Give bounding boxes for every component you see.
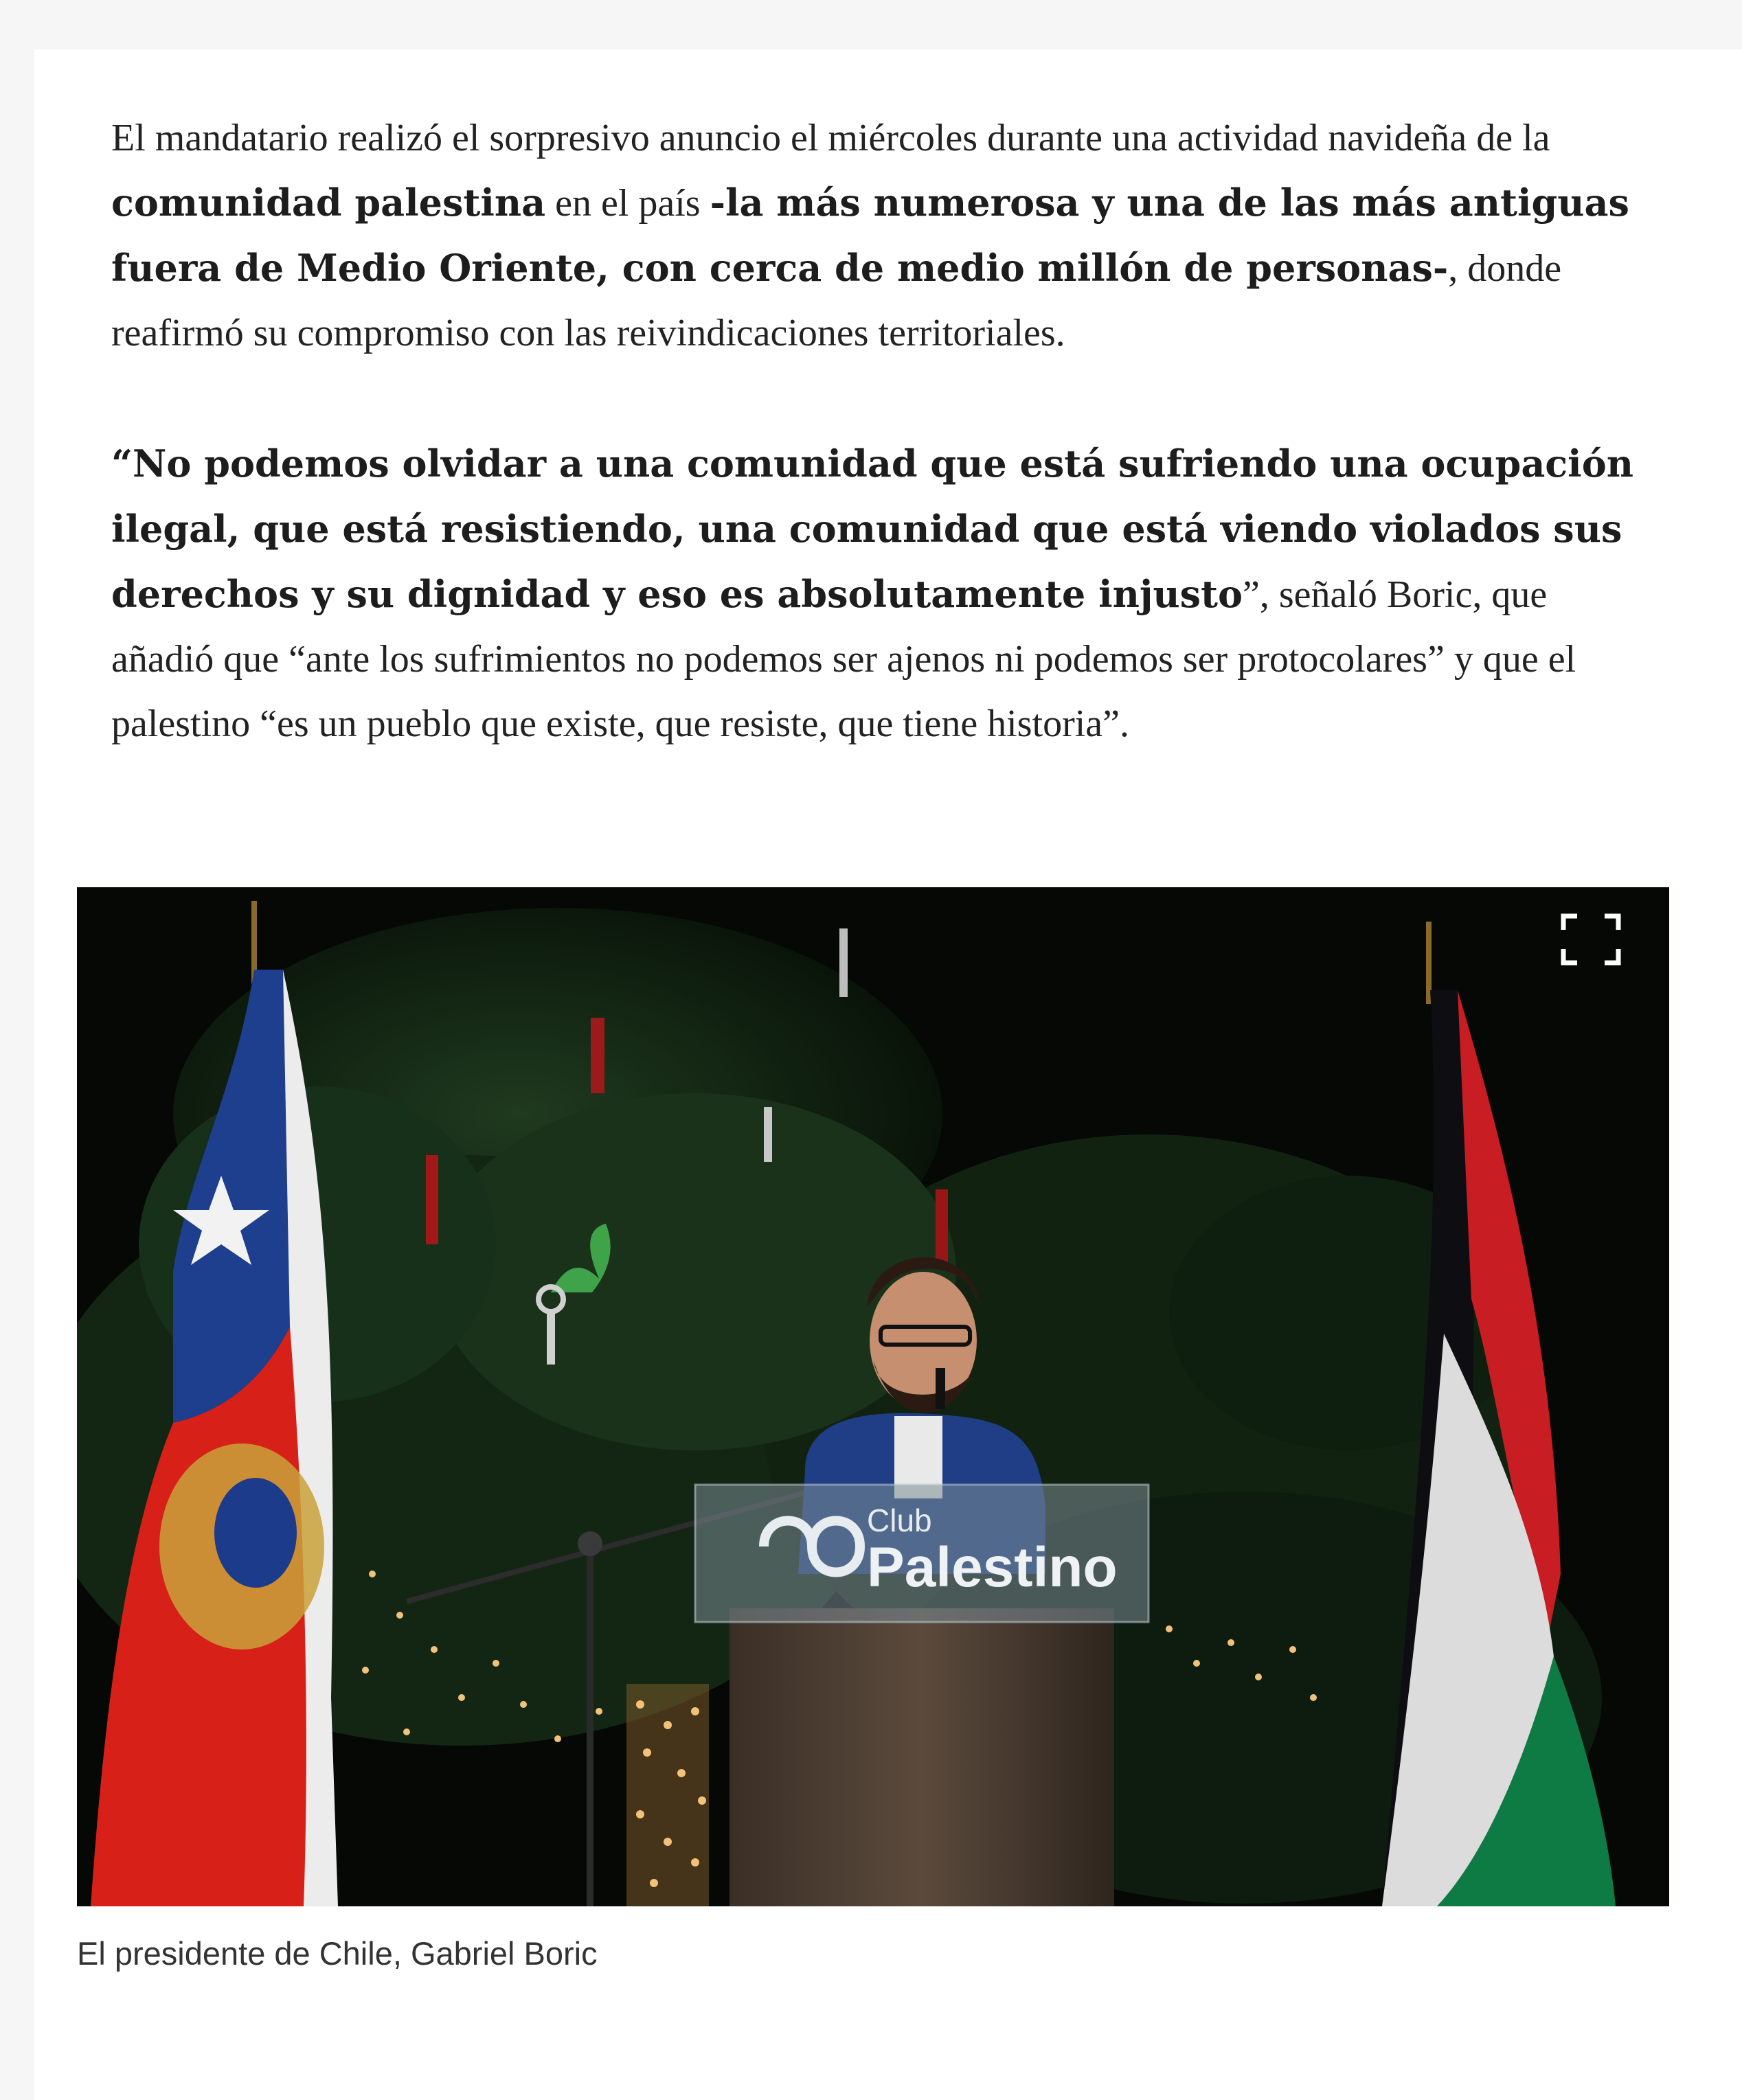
podium-logo-main-text: Palestino — [867, 1536, 1118, 1599]
quote-bold-run: “No podemos olvidar a una comunidad que está sufriendo una ocupación ilegal, que está resistiendo, una comunidad que está viendo violados sus derechos y su dignidad y eso es absolutamente injusto — [111, 442, 1633, 616]
text-run: ”, señaló Boric, que añadió que “ante los sufrimientos no podemos ser ajenos ni podemos ser protocolares” y que el palestino “es un pueblo que existe, que resiste, que tiene historia”. — [111, 573, 1576, 745]
page — [34, 49, 1742, 2100]
paragraph-quote — [111, 431, 1657, 756]
article-body — [111, 106, 1657, 822]
text-run: en el país — [545, 182, 710, 225]
paragraph-announcement — [111, 106, 1657, 365]
photo-caption: El presidente de Chile, Gabriel Boric — [77, 1935, 598, 1972]
podium — [695, 1485, 1149, 1906]
expand-icon — [1561, 913, 1621, 966]
photo-illustration — [77, 887, 1669, 1906]
bold-run: -la más numerosa y una de las más antiguas fuera de Medio Oriente, con cerca de medio millón de personas- — [111, 181, 1629, 290]
bold-run: comunidad palestina — [111, 181, 546, 225]
text-run: , donde reafirmó su compromiso con las reivindicaciones territoriales. — [111, 247, 1562, 354]
text-run: El mandatario realizó el sorpresivo anuncio el miércoles durante una actividad navideña de la — [111, 117, 1550, 159]
podium-logo-club-text: Club — [867, 1503, 932, 1538]
article-photo — [77, 887, 1669, 1906]
expand-image-button[interactable] — [1561, 913, 1621, 966]
